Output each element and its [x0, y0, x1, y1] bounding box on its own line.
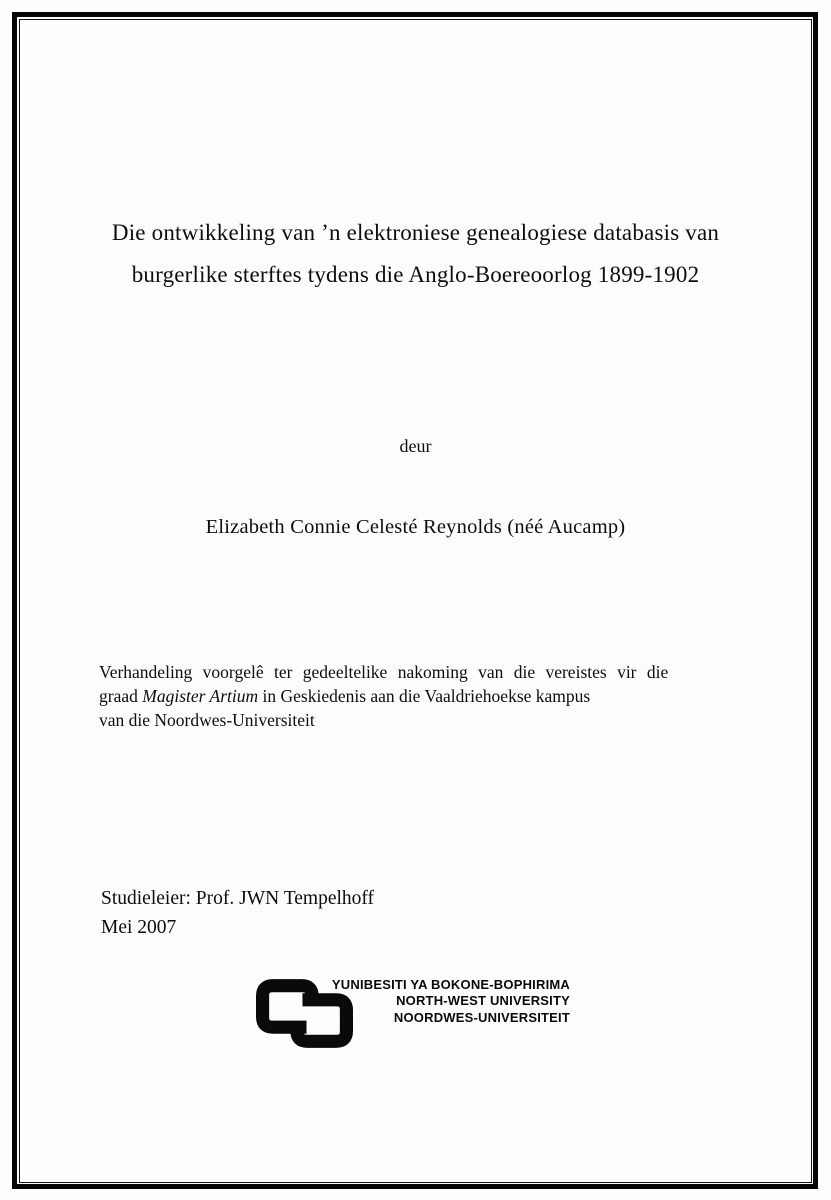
degree-statement-line2 [99, 684, 755, 708]
degree-statement-line1: Verhandeling voorgelê ter gedeeltelike nakoming van die vereistes vir die [99, 662, 669, 682]
degree-statement-line2-suffix: in Geskiedenis aan die Vaaldriehoekse kampus [262, 686, 591, 706]
degree-statement-line2-prefix: graad [99, 686, 138, 706]
date-line: Mei 2007 [101, 917, 177, 938]
supervisor-block [101, 884, 374, 942]
byline-label: deur [399, 436, 432, 456]
thesis-title-line2: burgerlike sterftes tydens die Anglo-Boereoorlog 1899-1902 [131, 262, 700, 287]
logo-text-setswana: YUNIBESITI YA BOKONE-BOPHIRIMA [331, 977, 570, 992]
logo-text-afrikaans: NOORDWES-UNIVERSITEIT [393, 1009, 570, 1025]
thesis-title [50, 212, 781, 296]
degree-statement [99, 660, 755, 732]
logo-text-english: NORTH-WEST UNIVERSITY [396, 993, 570, 1009]
thesis-title-line1: Die ontwikkeling van ’n elektroniese genealogiese databasis van [111, 220, 720, 245]
degree-statement-line3: van die Noordwes-Universiteit [99, 710, 315, 730]
author-name: Elizabeth Connie Celesté Reynolds (néé Aucamp) [205, 516, 626, 538]
supervisor-line: Studieleier: Prof. JWN Tempelhoff [101, 888, 375, 909]
degree-name-italic: Magister Artium [142, 686, 259, 706]
university-logo-text [310, 977, 570, 1026]
